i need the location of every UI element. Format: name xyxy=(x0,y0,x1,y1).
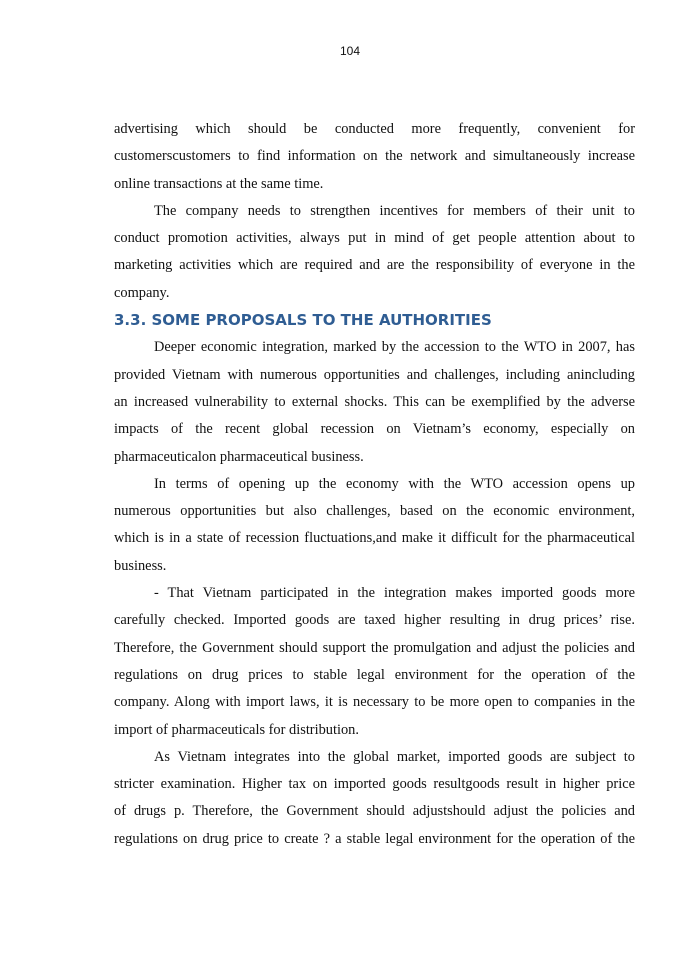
text-line: marketing activities which are required and are the responsibility of everyone in the xyxy=(114,257,635,274)
text-line: import of pharmaceuticals for distribution. xyxy=(114,721,359,738)
paragraph-company-incentives xyxy=(114,198,635,307)
text-line: Therefore, the Government should support the promulgation and adjust the policies and xyxy=(114,639,635,656)
text-line: conduct promotion activities, always put in mind of get people attention about to xyxy=(114,230,635,247)
text-line: business. xyxy=(114,557,167,574)
text-line: regulations on drug prices to stable legal environment for the operation of the xyxy=(114,666,635,683)
text-line: regulations on drug price to create ? a stable legal environment for the operation of the xyxy=(114,830,635,847)
text-line: stricter examination. Higher tax on imported goods resultgoods result in higher price xyxy=(114,776,635,793)
text-line: of drugs p. Therefore, the Government should adjustshould adjust the policies and xyxy=(114,803,635,820)
document-body xyxy=(114,116,635,853)
section-heading: 3.3. SOME PROPOSALS TO THE AUTHORITIES xyxy=(114,311,492,330)
text-line: Deeper economic integration, marked by the accession to the WTO in 2007, has xyxy=(154,339,635,356)
text-line: which is in a state of recession fluctuations,and make it difficult for the pharmaceutical xyxy=(114,530,635,547)
text-line: customerscustomers to find information on the network and simultaneously increase xyxy=(114,148,635,165)
paragraph-wto-accession xyxy=(114,471,635,580)
paragraph-imported-goods xyxy=(114,580,635,744)
text-line: an increased vulnerability to external shocks. This can be exemplified by the adverse xyxy=(114,393,635,410)
text-line: The company needs to strengthen incentives for members of their unit to xyxy=(154,202,635,219)
text-line: numerous opportunities but also challenges, based on the economic environment, xyxy=(114,503,635,520)
text-line: company. Along with import laws, it is necessary to be more open to companies in the xyxy=(114,694,635,711)
text-line: company. xyxy=(114,284,170,301)
paragraph-advertising xyxy=(114,116,635,198)
text-line: online transactions at the same time. xyxy=(114,175,324,192)
text-line: In terms of opening up the economy with the WTO accession opens up xyxy=(154,475,635,492)
text-line: carefully checked. Imported goods are taxed higher resulting in drug prices’ rise. xyxy=(114,612,635,629)
paragraph-economic-integration xyxy=(114,334,635,470)
text-line: advertising which should be conducted more frequently, convenient for xyxy=(114,121,635,137)
text-line: impacts of the recent global recession on Vietnam’s economy, especially on xyxy=(114,421,635,438)
text-line: provided Vietnam with numerous opportunities and challenges, including anincluding xyxy=(114,366,635,383)
text-line: - That Vietnam participated in the integration makes imported goods more xyxy=(154,585,635,602)
page-number: 104 xyxy=(339,44,361,58)
paragraph-global-market xyxy=(114,744,635,853)
text-line: As Vietnam integrates into the global market, imported goods are subject to xyxy=(154,748,635,765)
text-line: pharmaceuticalon pharmaceutical business. xyxy=(114,448,364,465)
